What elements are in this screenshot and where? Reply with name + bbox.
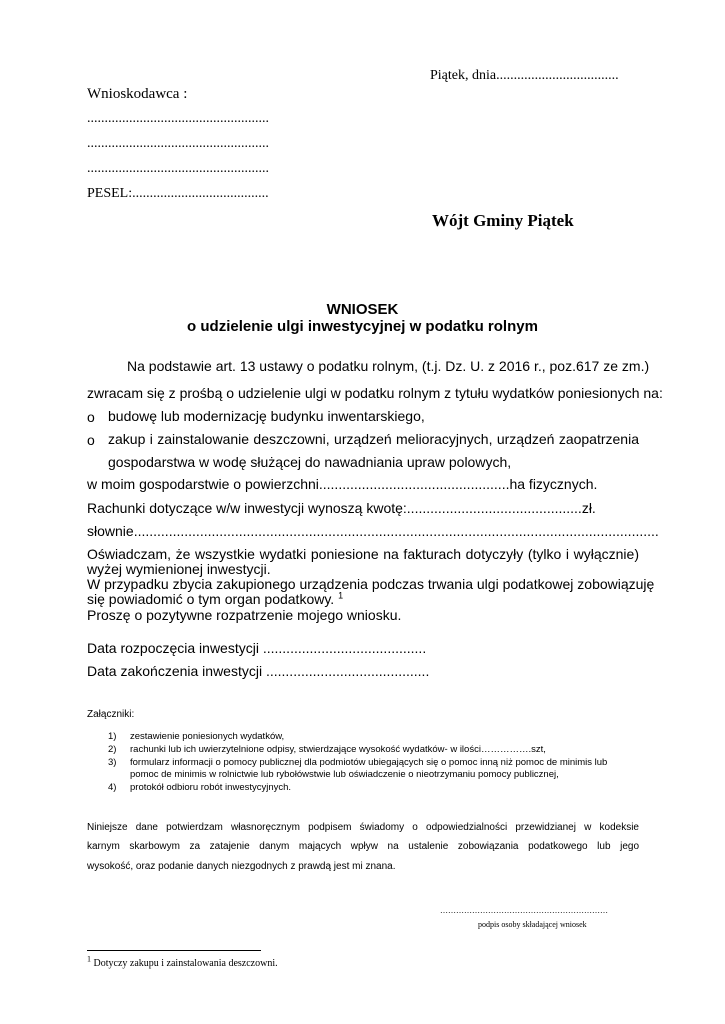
bullet-item-2-line-1: zakup i zainstalowanie deszczowni, urządzeń melioracyjnych, urządzeń zaopatrzenia [108, 431, 639, 447]
request-line: Proszę o pozytywne rozpatrzenie mojego wniosku. [87, 607, 402, 623]
investment-start-date: Data rozpoczęcia inwestycji .......................................... [87, 640, 427, 656]
attachment-item-2 [0, 744, 725, 758]
applicant-line-1: .................................................... [87, 111, 269, 126]
attachment-num: 3) [108, 757, 117, 768]
document-title: WNIOSEK [326, 301, 399, 318]
applicant-line-3: .................................................... [87, 161, 269, 176]
sale-line-2-text: się powiadomić o tym organ podatkowy. [87, 591, 335, 607]
footnote-number: 1 [87, 954, 91, 964]
attachment-item-1 [0, 731, 725, 745]
attachment-text: rachunki lub ich uwierzytelnione odpisy, stwierdzające wysokość wydatków- w ilości…………….szt, [130, 744, 546, 755]
applicant-line-2: .................................................... [87, 136, 269, 151]
confirmation-line-1: Niniejsze dane potwierdzam własnoręcznym podpisem świadomy o odpowiedzialności przewidzianej w kodeksie [87, 822, 639, 833]
footnote-text: Dotyczy zakupu i zainstalowania deszczowni. [93, 958, 278, 969]
confirmation-line-3: wysokość, oraz podanie danych niezgodnych z prawdą jest mi znana. [87, 861, 396, 872]
attachment-item-3 [0, 757, 725, 785]
investment-end-date: Data zakończenia inwestycji .......................................... [87, 663, 430, 679]
intro-line-1: Na podstawie art. 13 ustawy o podatku rolnym, (t.j. Dz. U. z 2016 r., poz.617 ze zm.) [127, 358, 650, 374]
declaration-line-1: Oświadczam, że wszystkie wydatki poniesione na fakturach dotyczyły (tylko i wyłącznie) [87, 546, 639, 562]
attachment-text: formularz informacji o pomocy publicznej dla podmiotów ubiegających się o pomoc inną niż pomoc de minimis lub [130, 757, 608, 768]
attachment-text-cont: pomoc de minimis w rolnictwie lub rybołówstwie lub oświadczenie o nieotrzymaniu pomocy publicznej, [130, 769, 559, 780]
footnote-separator [87, 950, 261, 951]
attachment-text: zestawienie poniesionych wydatków, [130, 731, 285, 742]
attachment-text: protokół odbioru robót inwestycyjnych. [130, 782, 292, 793]
signature-line: ……………………………………………………… [440, 906, 608, 915]
bullet-marker-2: o [87, 432, 95, 448]
area-field: w moim gospodarstwie o powierzchni.................................................ha fizycznych. [87, 476, 598, 492]
amount-words-field: słownie....................................................................................................................................... [87, 523, 659, 539]
confirmation-line-2: karnym skarbowym za zatajenie danym mających wpływ na ustalenie zobowiązania podatkowego lub jego [87, 841, 639, 852]
amount-field: Rachunki dotyczące w/w inwestycji wynoszą kwotę:.............................................zł. [87, 500, 596, 516]
sale-line-2 [87, 591, 343, 607]
bullet-marker-1: o [87, 409, 95, 425]
pesel-field: PESEL:....................................... [87, 186, 269, 201]
addressee: Wójt Gminy Piątek [432, 211, 574, 230]
attachment-num: 4) [108, 782, 117, 793]
footnote-reference: 1 [338, 590, 344, 601]
attachment-item-4 [0, 782, 725, 796]
footnote [87, 954, 278, 969]
document-subtitle: o udzielenie ulgi inwestycyjnej w podatku rolnym [187, 318, 538, 335]
intro-line-2: zwracam się z prośbą o udzielenie ulgi w podatku rolnym z tytułu wydatków poniesionych na: [87, 385, 663, 401]
attachment-num: 1) [108, 731, 117, 742]
attachment-num: 2) [108, 744, 117, 755]
signature-caption: podpis osoby składającej wniosek [478, 920, 587, 929]
bullet-item-1: budowę lub modernizację budynku inwentarskiego, [108, 408, 425, 424]
attachments-label: Załączniki: [87, 709, 135, 720]
applicant-label: Wnioskodawca : [87, 86, 188, 102]
bullet-item-2-line-2: gospodarstwa w wodę służącej do nawadniania upraw polowych, [108, 454, 512, 470]
sale-line-1: W przypadku zbycia zakupionego urządzenia podczas trwania ulgi podatkowej zobowiązuję [87, 576, 655, 592]
place-date-field: Piątek, dnia................................... [430, 68, 619, 83]
declaration-line-2: wyżej wymienionej inwestycji. [87, 561, 271, 577]
